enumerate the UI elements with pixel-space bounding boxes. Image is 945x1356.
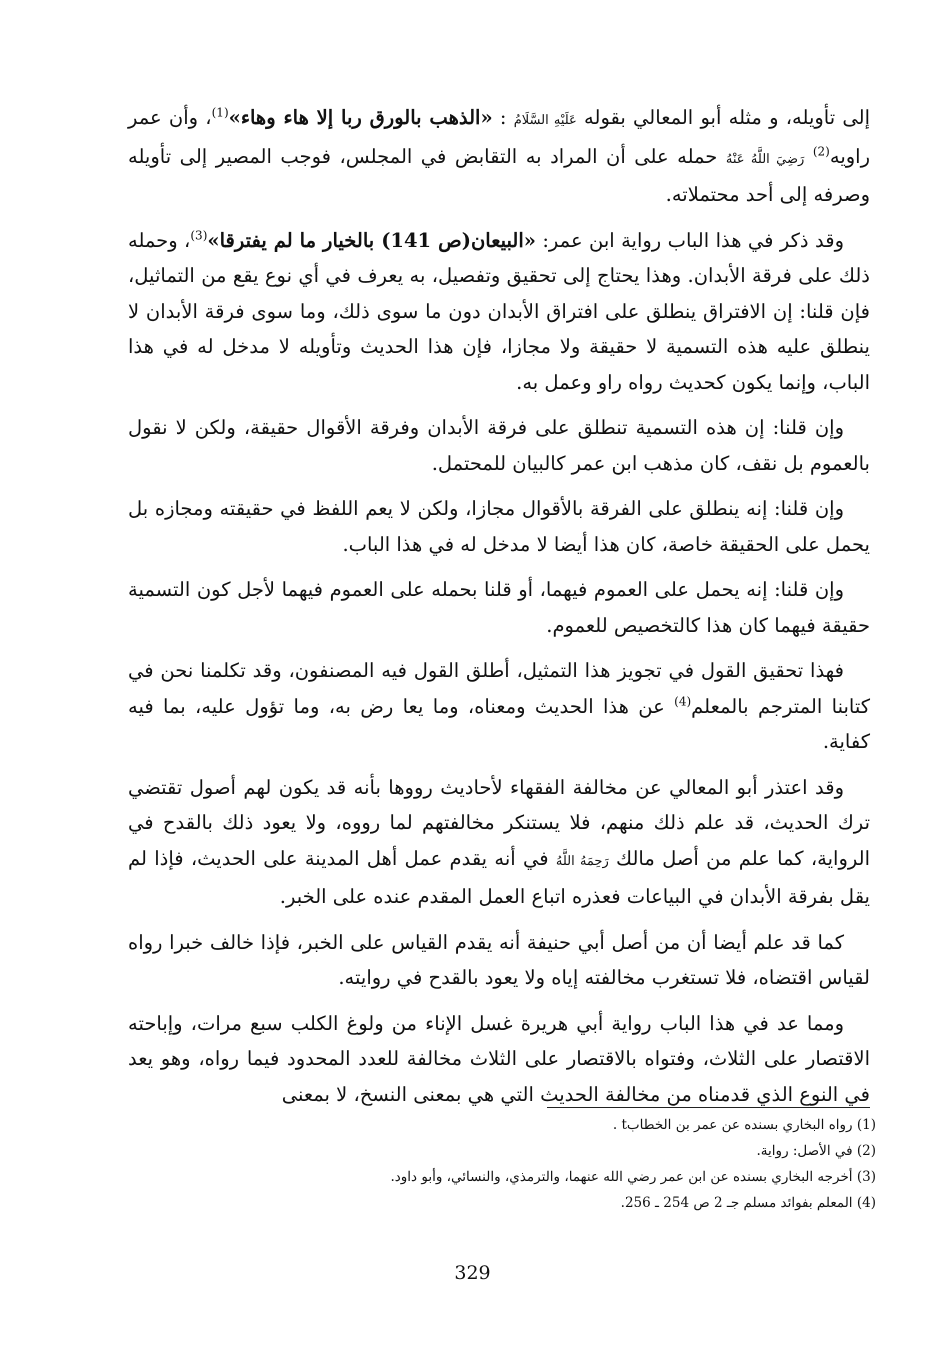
paragraph bbox=[128, 925, 870, 996]
text-run: في أنه يقدم عمل أهل المدينة على الحديث، فإذا لم يقل بفرقة الأبدان في البياعات فعذره اتباع العمل المقدم عنده على الخبر. bbox=[128, 846, 870, 908]
text-run: فهذا تحقيق القول في تجويز هذا التمثيل، أطلق القول فيه المصنفون، وقد تكلمنا نحن في كتابنا المترجم بالمعلم bbox=[128, 659, 870, 718]
text-run: ومما عد في هذا الباب رواية أبي هريرة غسل الإناء من ولوغ الكلب سبع مرات، وإباحته الاقتصار على الثلاث، وفتواه بالاقتصار على الثلاث مخالفة للعدد المحدود فيما رواه، وهو يعد في النوع الذي قدمناه من مخالفة الحديث التي هي بمعنى النسخ، لا بمعنى bbox=[128, 1011, 870, 1106]
text-run: وإن قلنا: إن هذه التسمية تنطلق على فرقة الأبدان وفرقة الأقوال حقيقة، ولكن لا نقول بالعموم بل نقف، كان مذهب ابن عمر كالبيان للمحتمل. bbox=[128, 416, 870, 475]
text-run: وإن قلنا: إنه ينطلق على الفرقة بالأقوال مجازا، ولكن لا يعم اللفظ في حقيقته ومجازه بل يحمل على الحقيقة خاصة، كان هذا أيضا لا مدخل له في هذا الباب. bbox=[128, 497, 870, 556]
footnote-4: (4) المعلم بفوائد مسلم جـ 2 ص 254 ـ 256. bbox=[620, 1195, 876, 1211]
footnote-1: (1) رواه البخاري بسنده عن عمر بن الخطابt . bbox=[612, 1117, 876, 1133]
hadith-quote: «البيعان(ص 141) بالخيار ما لم يفترقا» bbox=[207, 228, 536, 252]
honorific: رَحِمَهُ اللَّهُ bbox=[555, 853, 609, 869]
honorific: عَلَيْهِ السَّلَامُ bbox=[513, 113, 577, 128]
paragraph bbox=[128, 223, 870, 401]
footnote-ref: (1) bbox=[211, 105, 229, 120]
honorific: رَضِيَ اللَّهُ عَنْهُ bbox=[725, 151, 805, 167]
footnotes bbox=[240, 1112, 876, 1216]
text-run: وقد اعتذر أبو المعالي عن مخالفة الفقهاء لأحاديث رووها بأنه قد يكون لهم أصول تقتضي ترك الحديث، قد علم ذلك منهم، فلا يستنكر مخالفتهم لما رووه، ولا يعود ذلك بالقدح في الرواية، كما علم من أصل مالك bbox=[128, 775, 870, 870]
text-run bbox=[804, 145, 813, 168]
text-run: كما قد علم أيضا أن من أصل أبي حنيفة أنه يقدم القياس على الخبر، فإذا خالف خبرا رواه لقياس اقتضاه، فلا تستغرب مخالفته إياه ولا يعود بالقدح في روايته. bbox=[128, 930, 870, 989]
paragraph bbox=[128, 653, 870, 760]
paragraph bbox=[128, 770, 870, 915]
text-run: وقد ذكر في هذا الباب رواية ابن عمر: bbox=[535, 228, 844, 252]
footnote-ref: (3) bbox=[190, 228, 208, 242]
paragraph bbox=[128, 410, 870, 481]
paragraph bbox=[128, 491, 870, 562]
text-run: إلى تأويله، و مثله أبو المعالي بقوله bbox=[576, 106, 871, 129]
paragraph bbox=[128, 572, 870, 643]
footnote-ref: (4) bbox=[674, 694, 692, 708]
footnote-2: (2) في الأصل: رواية. bbox=[756, 1143, 876, 1159]
footnote-divider bbox=[547, 1107, 870, 1108]
main-text-body bbox=[128, 100, 870, 1112]
footnote-ref: (2) bbox=[812, 144, 830, 158]
text-run: ، وحمله ذلك على فرقة الأبدان. وهذا يحتاج إلى تحقيق وتفصيل، به يعرف في أي نوع يقع من التماثيل، فإن قلنا: إن الافتراق ينطلق على افتراق الأبدان دون ما سوى ذلك، وما سوى فرقة الأبدان لا ينطلق عليه هذه التسمية لا حقيقة ولا مجازا، فإن هذا الحديث وتأويله لا مدخل له في هذا الباب، وإنما يكون كحديث رواه راو وعمل به. bbox=[128, 228, 870, 394]
text-run: عن هذا الحديث ومعناه، وما يعا رض به، وما تؤول عليه، بما فيه كفاية. bbox=[128, 694, 870, 753]
paragraph bbox=[128, 100, 870, 213]
paragraph bbox=[128, 1006, 870, 1113]
text-run: حمله على أن المراد به التقابض في المجلس، فوجب المصير إلى تأويله وصرفه إلى أحد محتملاته. bbox=[128, 144, 870, 206]
text-run: : bbox=[492, 106, 514, 129]
text-run: وإن قلنا: إنه يحمل على العموم فيهما، أو قلنا بحمله على العموم فيهما لأجل كون التسمية حقيقة فيهما كان هذا كالتخصيص للعموم. bbox=[128, 578, 870, 637]
page-number: 329 bbox=[454, 1262, 491, 1284]
footnote-3: (3) أخرجه البخاري بسنده عن ابن عمر رضي الله عنهما، والترمذي، والنسائي، وأبو داود. bbox=[390, 1169, 876, 1185]
text-run: ، وأن عمر راويه bbox=[128, 106, 870, 168]
hadith-quote: «الذهب بالورق ربا إلا هاء وهاء» bbox=[228, 106, 493, 129]
